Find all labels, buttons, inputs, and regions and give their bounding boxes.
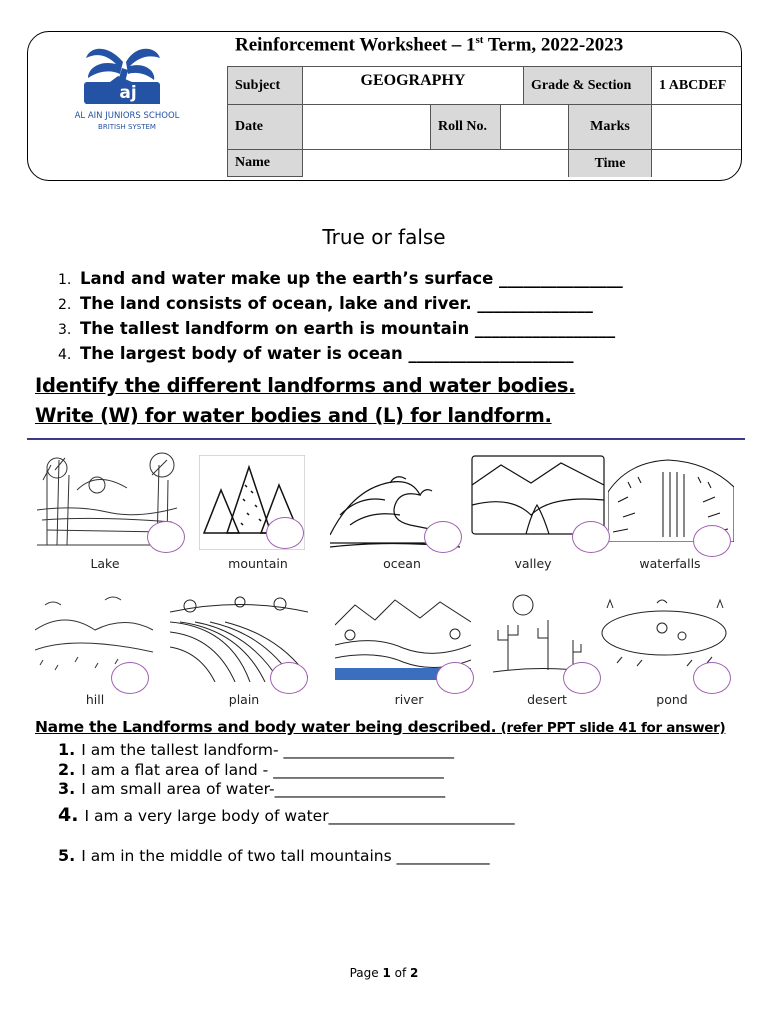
school-name: AL AIN JUNIORS SCHOOL: [74, 111, 180, 121]
marks-field[interactable]: [651, 104, 742, 149]
picture-label: Lake: [90, 556, 120, 571]
answer-circle-river[interactable]: [436, 662, 474, 694]
school-sub: BRITISH SYSTEM: [98, 123, 156, 131]
logo-text: aj: [119, 83, 137, 103]
roll-label: Roll No.: [430, 104, 500, 149]
grade-label: Grade & Section: [523, 66, 651, 104]
time-field[interactable]: [651, 149, 742, 177]
worksheet-title: Reinforcement Worksheet – 1st Term, 2022-2023: [235, 34, 624, 56]
grade-value: 1 ABCDEF: [651, 66, 742, 104]
name-field[interactable]: [302, 149, 568, 177]
list-item: 2. The land consists of ocean, lake and river. ______________: [58, 294, 593, 313]
subject-label: Subject: [227, 66, 302, 104]
answer-circle-lake[interactable]: [147, 521, 185, 553]
answer-circle-plain[interactable]: [270, 662, 308, 694]
picture-label: hill: [85, 692, 105, 707]
question-item: 3. I am small area of water-______________________: [58, 779, 446, 798]
answer-circle-valley[interactable]: [572, 521, 610, 553]
picture-label: plain: [228, 692, 260, 707]
identify-heading-1: Identify the different landforms and water bodies.: [35, 374, 576, 397]
divider: [27, 438, 745, 440]
describe-heading: Name the Landforms and body water being described. (refer PPT slide 41 for answer): [35, 718, 726, 736]
answer-circle-ocean[interactable]: [424, 521, 462, 553]
picture-label: river: [394, 692, 424, 707]
question-item: 4. I am a very large body of water________________________: [58, 804, 515, 826]
picture-label: mountain: [228, 556, 288, 571]
school-logo: [28, 32, 226, 180]
name-label: Name: [227, 149, 302, 177]
subject-value: GEOGRAPHY: [302, 66, 523, 104]
question-item: 2. I am a flat area of land - ______________________: [58, 760, 444, 779]
list-item: 1. Land and water make up the earth’s surface _______________: [58, 269, 623, 288]
list-item: 3. The tallest landform on earth is mountain _________________: [58, 319, 616, 338]
picture-label: ocean: [383, 556, 421, 571]
answer-circle-hill[interactable]: [111, 662, 149, 694]
picture-label: desert: [527, 692, 567, 707]
time-label: Time: [568, 149, 651, 177]
true-false-heading: True or false: [322, 225, 446, 249]
page-number: Page 1 of 2: [349, 966, 419, 980]
list-item: 4. The largest body of water is ocean ____________________: [58, 344, 574, 363]
true-false-list: [58, 267, 623, 367]
picture-label: pond: [656, 692, 688, 707]
marks-label: Marks: [568, 104, 651, 149]
header-box: [27, 31, 742, 181]
question-item: 5. I am in the middle of two tall mountains ____________: [58, 846, 490, 865]
question-item: 1. I am the tallest landform- ______________________: [58, 740, 455, 759]
identify-heading-2: Write (W) for water bodies and (L) for landform.: [35, 404, 552, 427]
answer-circle-desert[interactable]: [563, 662, 601, 694]
info-table: [227, 32, 742, 180]
answer-circle-pond[interactable]: [693, 662, 731, 694]
answer-circle-mountain[interactable]: [266, 517, 304, 549]
date-label: Date: [227, 104, 302, 149]
picture-label: valley: [514, 556, 552, 571]
answer-circle-waterfalls[interactable]: [693, 525, 731, 557]
picture-label: waterfalls: [639, 556, 701, 571]
date-field[interactable]: [302, 104, 430, 149]
roll-field[interactable]: [500, 104, 568, 149]
